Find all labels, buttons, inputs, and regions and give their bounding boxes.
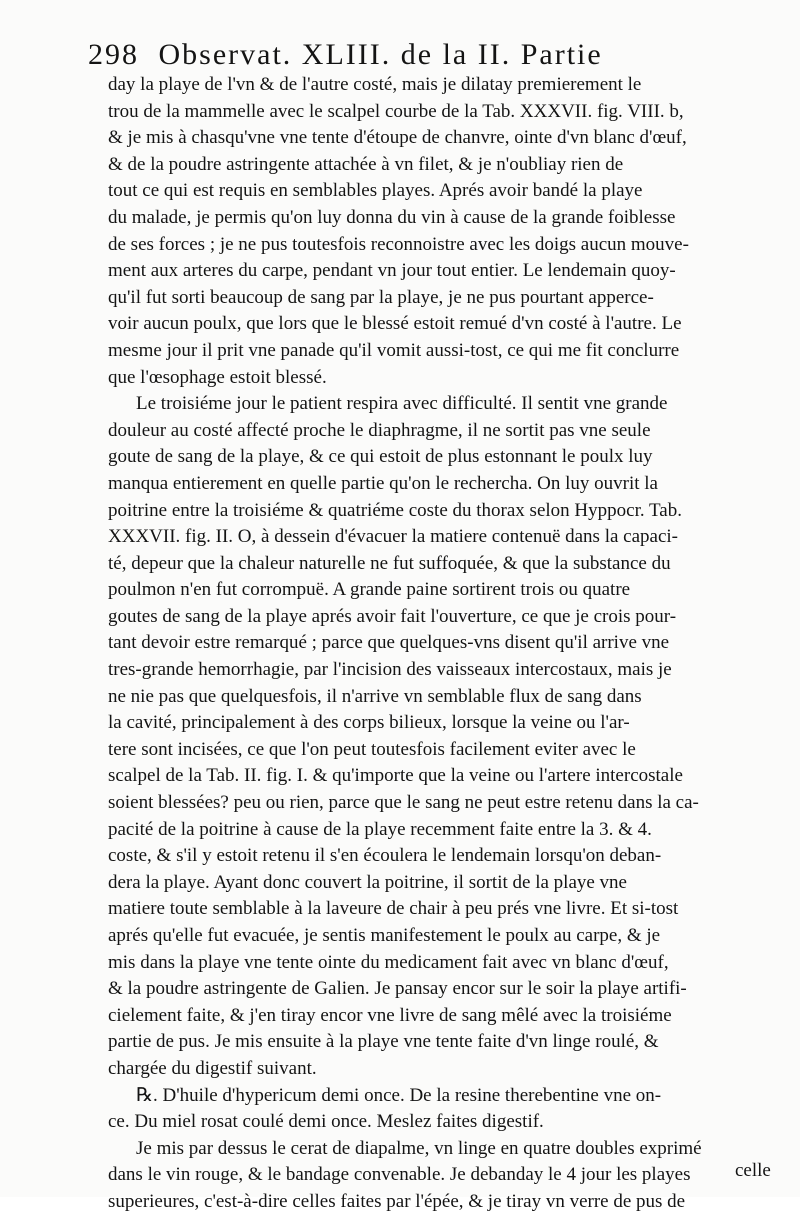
text-line: que l'œsophage estoit blessé.: [108, 366, 327, 388]
text-line: dans le vin rouge, & le bandage convenable. Je debanday le 4 jour les playes: [108, 1164, 691, 1186]
running-head: [88, 38, 788, 72]
text-line: du malade, je permis qu'on luy donna du vin à cause de la grande foiblesse: [108, 206, 676, 228]
text-line: ne nie pas que quelquesfois, il n'arrive vn semblable flux de sang dans: [108, 685, 642, 707]
text-line: ce. Du miel rosat coulé demi once. Meslez faites digestif.: [108, 1111, 544, 1133]
text-line: partie de pus. Je mis ensuite à la playe vne tente faite d'vn linge roulé, &: [108, 1031, 659, 1053]
catchword: celle: [735, 1160, 771, 1181]
text-line: matiere toute semblable à la laveure de chair à peu prés vne livre. Et si-tost: [108, 898, 679, 920]
text-line: goute de sang de la playe, & ce qui estoit de plus estonnant le poulx luy: [108, 446, 653, 468]
page-number: 298: [88, 38, 139, 71]
text-line: tant devoir estre remarqué ; parce que quelques-vns disent qu'il arrive vne: [108, 632, 670, 654]
running-title: Observat. XLIII. de la II. Partie: [158, 38, 603, 71]
text-line: pacité de la poitrine à cause de la playe recemment faite entre la 3. & 4.: [108, 818, 652, 840]
text-line: tere sont incisées, ce que l'on peut toutesfois facilement eviter avec le: [108, 738, 636, 760]
body-text: [108, 72, 778, 1216]
text-line: dera la playe. Ayant donc couvert la poitrine, il sortit de la playe vne: [108, 871, 627, 893]
text-line: tres-grande hemorrhagie, par l'incision des vaisseaux intercostaux, mais je: [108, 659, 672, 681]
text-line: goutes de sang de la playe aprés avoir fait l'ouverture, ce que je crois pour-: [108, 605, 677, 627]
text-line: té, depeur que la chaleur naturelle ne fut suffoquée, & que la substance du: [108, 552, 671, 574]
text-line: de ses forces ; je ne pus toutesfois reconnoistre avec les doigs aucun mouve-: [108, 233, 689, 255]
text-line: tout ce qui est requis en semblables playes. Aprés avoir bandé la playe: [108, 180, 643, 202]
text-line: coste, & s'il y estoit retenu il s'en écoulera le lendemain lorsqu'on deban-: [108, 845, 662, 867]
text-line: superieures, c'est-à-dire celles faites par l'épée, & je tiray vn verre de pus de: [108, 1190, 686, 1212]
text-line: soient blessées? peu ou rien, parce que le sang ne peut estre retenu dans la ca-: [108, 792, 699, 814]
text-line: chargée du digestif suivant.: [108, 1057, 317, 1079]
text-line: cielement faite, & j'en tiray encor vne livre de sang mêlé avec la troisiéme: [108, 1004, 672, 1026]
text-line: trou de la mammelle avec le scalpel courbe de la Tab. XXXVII. fig. VIII. b,: [108, 100, 684, 122]
text-line: poitrine entre la troisiéme & quatriéme coste du thorax selon Hyppocr. Tab.: [108, 499, 682, 521]
text-line: manqua entierement en quelle partie qu'on le rechercha. On luy ouvrit la: [108, 472, 658, 494]
text-line: & je mis à chasqu'vne vne tente d'étoupe de chanvre, ointe d'vn blanc d'œuf,: [108, 127, 687, 149]
text-line: douleur au costé affecté proche le diaphragme, il ne sortit pas vne seule: [108, 419, 651, 441]
text-line: la cavité, principalement à des corps bilieux, lorsque la veine ou l'ar-: [108, 712, 630, 734]
text-line: aprés qu'elle fut evacuée, je sentis manifestement le poulx au carpe, & je: [108, 925, 661, 946]
text-line: poulmon n'en fut corrompuë. A grande paine sortirent trois ou quatre: [108, 579, 631, 601]
text-line: ℞. D'huile d'hypericum demi once. De la resine therebentine vne on-: [136, 1084, 662, 1106]
text-line: XXXVII. fig. II. O, à dessein d'évacuer la matiere contenuë dans la capaci-: [108, 526, 678, 548]
text-line: scalpel de la Tab. II. fig. I. & qu'importe que la veine ou l'artere intercostale: [108, 765, 683, 787]
text-line: & de la poudre astringente attachée à vn filet, & je n'oubliay rien de: [108, 153, 624, 175]
text-line: qu'il fut sorti beaucoup de sang par la playe, je ne pus pourtant apperce-: [108, 286, 654, 308]
text-line: mis dans la playe vne tente ointe du medicament fait avec vn blanc d'œuf,: [108, 951, 669, 973]
text-line: Le troisiéme jour le patient respira avec difficulté. Il sentit vne grande: [136, 393, 668, 415]
text-line: Je mis par dessus le cerat de diapalme, vn linge en quatre doubles exprimé: [136, 1137, 702, 1159]
text-line: day la playe de l'vn & de l'autre costé, mais je dilatay premierement le: [108, 74, 642, 95]
text-line: mesme jour il prit vne panade qu'il vomit aussi-tost, ce qui me fit conclurre: [108, 339, 680, 361]
text-line: ment aux arteres du carpe, pendant vn jour tout entier. Le lendemain quoy-: [108, 260, 676, 282]
text-line: voir aucun poulx, que lors que le blessé estoit remué d'vn costé à l'autre. Le: [108, 313, 682, 335]
text-line: & la poudre astringente de Galien. Je pansay encor sur le soir la playe artifi-: [108, 978, 687, 1000]
